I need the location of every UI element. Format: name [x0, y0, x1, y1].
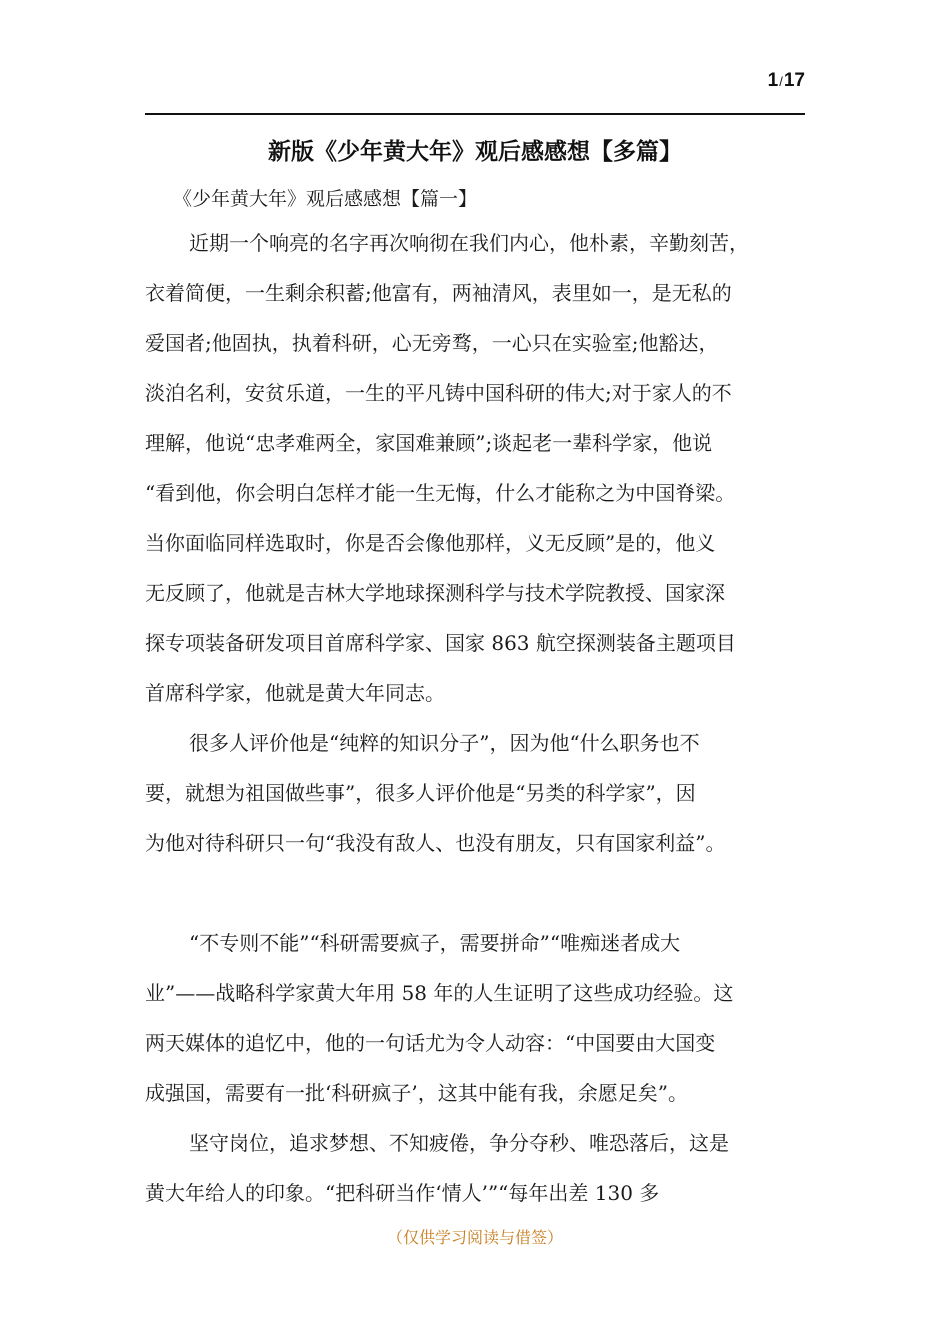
- text-line: 无反顾了，他就是吉林大学地球探测科学与技术学院教授、国家深: [145, 581, 725, 605]
- text-line: 坚守岗位，追求梦想、不知疲倦，争分夺秒、唯恐落后，这是: [189, 1131, 729, 1155]
- page-number: [768, 70, 805, 92]
- text-line: 爱国者;他固执，执着科研，心无旁骛，一心只在实验室;他豁达，: [145, 331, 719, 355]
- section-heading: 《少年黄大年》观后感感想【篇一】: [173, 188, 478, 210]
- text-line: 当你面临同样选取时，你是否会像他那样，义无反顾”是的，他义: [145, 531, 716, 555]
- header-rule: [145, 113, 805, 115]
- text-line: 淡泊名利，安贫乐道，一生的平凡铸中国科研的伟大;对于家人的不: [145, 381, 732, 405]
- paragraph-3: [145, 918, 805, 1118]
- paragraph-4: [145, 1118, 805, 1218]
- page-current: 1: [767, 70, 779, 91]
- text-line: 首席科学家，他就是黄大年同志。: [145, 681, 445, 705]
- text-line: 成强国，需要有一批‘科研疯子’，这其中能有我，余愿足矣”。: [145, 1081, 688, 1105]
- text-line: 近期一个响亮的名字再次响彻在我们内心，他朴素，辛勤刻苦，: [189, 231, 749, 255]
- text-line: 很多人评价他是“纯粹的知识分子”，因为他“什么职务也不: [189, 731, 700, 755]
- document-title: 新版《少年黄大年》观后感感想【多篇】: [268, 139, 682, 165]
- page-total: 17: [783, 70, 805, 91]
- text-line: 探专项装备研发项目首席科学家、国家 863 航空探测装备主题项目: [145, 631, 736, 655]
- paragraph-gap: [145, 868, 805, 918]
- text-line: 为他对待科研只一句“我没有敌人、也没有朋友，只有国家利益”。: [145, 831, 726, 855]
- page-separator: /: [779, 74, 783, 89]
- text-line: 两天媒体的追忆中，他的一句话尤为令人动容：“中国要由大国变: [145, 1031, 716, 1055]
- text-line: 衣着简便，一生剩余积蓄;他富有，两袖清风，表里如一，是无私的: [145, 281, 732, 305]
- text-line: 理解，他说“忠孝难两全，家国难兼顾”;谈起老一辈科学家，他说: [145, 431, 713, 455]
- document-body: [145, 180, 805, 1218]
- text-line: 要，就想为祖国做些事”，很多人评价他是“另类的科学家”，因: [145, 781, 696, 805]
- paragraph-1: [145, 218, 805, 718]
- text-line: “看到他，你会明白怎样才能一生无悔，什么才能称之为中国脊梁。: [145, 481, 736, 505]
- paragraph-2: [145, 718, 805, 868]
- text-line: 黄大年给人的印象。“把科研当作‘情人’”“每年出差 130 多: [145, 1181, 660, 1205]
- text-line: “不专则不能”“科研需要疯子，需要拼命”“唯痴迷者成大: [189, 931, 681, 955]
- footer-note: （仅供学习阅读与借签）: [386, 1228, 563, 1247]
- text-line: 业”——战略科学家黄大年用 58 年的人生证明了这些成功经验。这: [145, 981, 734, 1005]
